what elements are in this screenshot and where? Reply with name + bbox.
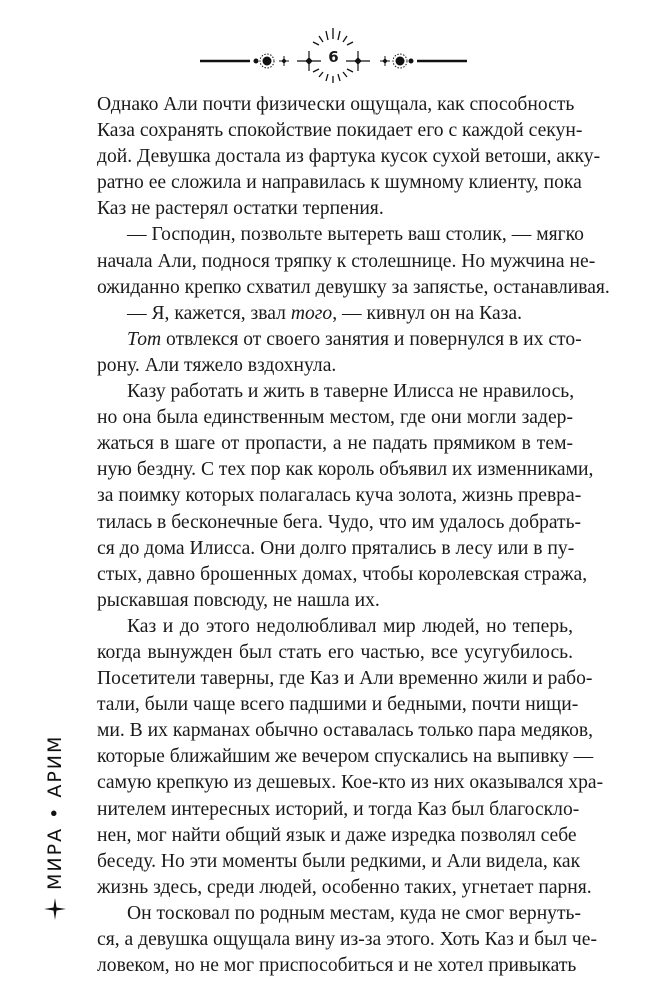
text-segment: когда вынужден был стать его частью, все усугубилось. bbox=[97, 641, 573, 663]
text-line bbox=[97, 692, 579, 718]
text-line bbox=[97, 431, 573, 457]
text-segment: ми. В их карманах обычно оставалась только пара медяков, bbox=[97, 720, 594, 742]
author-sidebar bbox=[44, 735, 66, 920]
text-line bbox=[97, 849, 581, 875]
italic-text: Тот bbox=[127, 328, 162, 350]
text-line bbox=[97, 144, 601, 170]
text-segment: дой. Девушка достала из фартука кусок сухой ветоши, акку- bbox=[97, 146, 601, 168]
text-line bbox=[97, 718, 594, 744]
text-segment: жаться в шаге от пропасти, а не падать прямиком в тем- bbox=[97, 433, 573, 455]
text-segment: стых, давно брошенных домах, чтобы королевская стража, bbox=[97, 563, 588, 585]
italic-text: того bbox=[290, 302, 333, 324]
text-segment: нителем интересных историй, и тогда Каз был благоскло- bbox=[97, 798, 580, 820]
text-line bbox=[97, 353, 573, 379]
text-segment: ся, а девушка ощущала вину из-за этого. Хоть Каз и был че- bbox=[97, 929, 597, 950]
text-segment: жизнь здесь, среди людей, особенно таких, угнетает парня. bbox=[97, 876, 592, 898]
text-segment: ратно ее сложила и направилась к шумному клиенту, пока bbox=[97, 172, 582, 194]
text-line bbox=[97, 953, 577, 979]
author-name: МИРА • АРИМ bbox=[44, 734, 66, 890]
text-line bbox=[97, 744, 594, 770]
text-segment: беседу. Но эти моменты были редкими, и Али видела, как bbox=[97, 850, 581, 872]
text-segment: рыскавшая повсюду, не нашла их. bbox=[97, 589, 380, 611]
text-line bbox=[97, 170, 582, 196]
text-line bbox=[97, 588, 573, 614]
text-segment: тилась в бесконечные бега. Чудо, что им удалось добрать- bbox=[97, 511, 582, 533]
text-segment: Посетители таверны, где Каз и Али временно жили и рабо- bbox=[97, 668, 593, 690]
text-line bbox=[97, 301, 573, 327]
text-segment: ожиданно крепко схватил девушку за запястье, останавливая. bbox=[97, 276, 610, 298]
page-number: 6 bbox=[328, 48, 339, 66]
text-line bbox=[97, 275, 610, 301]
text-line bbox=[97, 510, 582, 536]
text-segment: отвлекся от своего занятия и повернулся в их сто- bbox=[161, 328, 582, 350]
text-line bbox=[97, 457, 594, 483]
text-line bbox=[97, 927, 597, 953]
body-text bbox=[97, 92, 610, 979]
text-segment: Каза сохранять спокойствие покидает его с каждой секун- bbox=[97, 120, 583, 142]
text-segment: тали, были чаще всего падшими и бедными, почти нищи- bbox=[97, 694, 579, 716]
text-segment: — Господин, позвольте вытереть ваш столик, — мягко bbox=[127, 224, 584, 246]
star-icon bbox=[44, 898, 66, 920]
text-line bbox=[97, 797, 580, 823]
text-segment: ся до дома Илисса. Они долго прятались в лесу или в пу- bbox=[97, 537, 575, 559]
text-segment: Однако Али почти физически ощущала, как способность bbox=[97, 94, 575, 115]
text-segment: , — кивнул он на Каза. bbox=[332, 302, 522, 324]
text-line bbox=[97, 823, 577, 849]
text-segment: которые ближайшим же вечером спускались на выпивку — bbox=[97, 746, 594, 768]
text-line bbox=[97, 249, 596, 275]
text-line bbox=[97, 536, 573, 562]
text-line bbox=[97, 875, 592, 901]
text-line bbox=[97, 196, 573, 222]
text-segment: рону. Али тяжело вздохнула. bbox=[97, 354, 337, 376]
text-segment: Каз не растерял остатки терпения. bbox=[97, 198, 384, 220]
text-line bbox=[97, 770, 604, 796]
text-segment: за поимку которых полагалась куча золота, жизнь превра- bbox=[97, 485, 582, 507]
text-segment: но она была единственным местом, где они могли задер- bbox=[97, 407, 573, 429]
text-line bbox=[97, 666, 593, 692]
text-segment: — Я, кажется, звал bbox=[127, 302, 291, 324]
text-segment: нен, мог найти общий язык и даже изредка позволял себе bbox=[97, 824, 577, 846]
text-line bbox=[97, 222, 584, 248]
text-line bbox=[97, 614, 573, 640]
text-line bbox=[97, 327, 582, 353]
text-segment: Каз и до этого недолюбливал мир людей, но теперь, bbox=[127, 615, 573, 637]
text-line bbox=[97, 483, 582, 509]
text-line bbox=[97, 118, 583, 144]
text-line bbox=[97, 562, 588, 588]
text-segment: ную бездну. С тех пор как король объявил их изменниками, bbox=[97, 459, 594, 481]
text-segment: самую крепкую из дешевых. Кое-кто из них оказывался хра- bbox=[97, 772, 604, 794]
text-segment: ловеком, но не мог приспособиться и не хотел привыкать bbox=[97, 955, 577, 977]
page-header-ornament bbox=[200, 20, 467, 90]
text-line bbox=[97, 92, 573, 118]
text-line bbox=[97, 901, 581, 927]
text-segment: начала Али, поднося тряпку к столешнице. Но мужчина не- bbox=[97, 250, 596, 272]
text-line bbox=[97, 640, 573, 666]
text-segment: Он тосковал по родным местам, куда не смог вернуть- bbox=[127, 902, 581, 924]
text-segment: Казу работать и жить в таверне Илисса не нравилось, bbox=[127, 381, 575, 403]
text-line bbox=[97, 405, 573, 431]
text-line bbox=[97, 379, 573, 405]
